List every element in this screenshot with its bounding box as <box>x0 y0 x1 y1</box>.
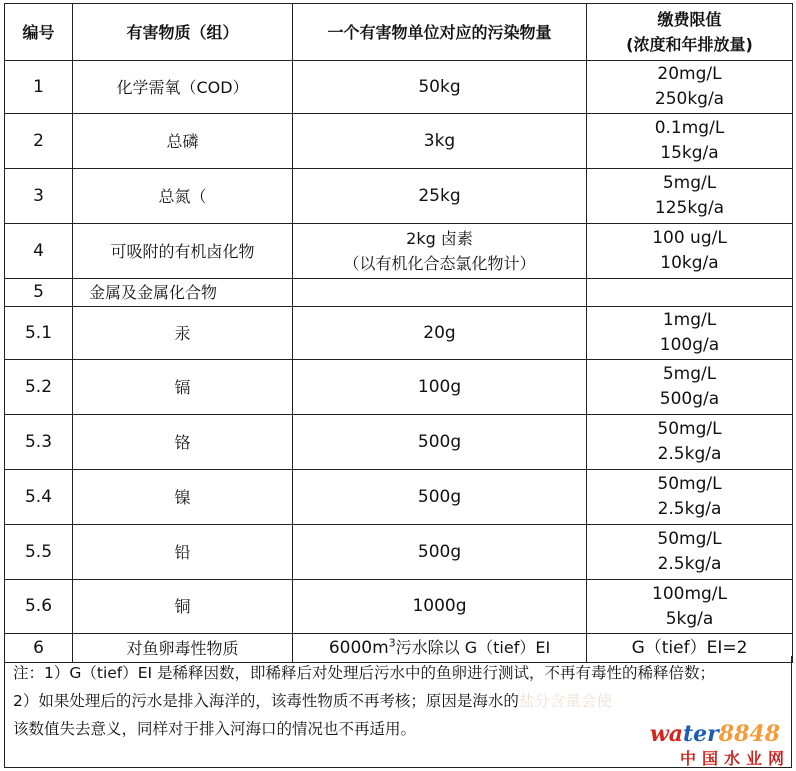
header-limit <box>587 4 793 61</box>
header-amount: 一个有害物单位对应的污染物量 <box>293 4 587 61</box>
row-amount: 500g <box>293 525 587 580</box>
row-limit <box>587 415 793 470</box>
row-name: 铜 <box>73 580 293 634</box>
row-no: 4 <box>5 224 73 279</box>
row-amount-main: 2kg 卤素 <box>406 229 473 248</box>
table-row <box>5 580 793 634</box>
row-limit-annual: 10kg/a <box>660 253 719 273</box>
row-limit-annual: 5kg/a <box>665 608 714 629</box>
watermark-domain <box>650 721 780 747</box>
row-amount <box>293 279 587 307</box>
row-no: 5.5 <box>5 525 73 580</box>
row-no: 3 <box>5 169 73 224</box>
header-limit-line2: (浓度和年排放量) <box>626 35 753 54</box>
table-row <box>5 224 793 279</box>
row-amount: 20g <box>293 307 587 360</box>
footnote-line-2-text: 2）如果处理后的污水是排入海洋的，该毒性物质不再考核；原因是海水的 <box>13 692 519 710</box>
row-limit-conc: 0.1mg/L <box>654 118 725 138</box>
row-limit-conc: 50mg/L <box>657 474 722 494</box>
row-limit-annual: 125kg/a <box>654 198 725 218</box>
row-no: 1 <box>5 61 73 114</box>
row-name: 对鱼卵毒性物质 <box>73 634 293 663</box>
row-limit <box>587 114 793 169</box>
row-amount <box>293 224 587 279</box>
row-limit-conc: 20mg/L <box>657 64 722 84</box>
footnote-line-3: 该数值失去意义，同样对于排入河海口的情况也不再适用。 <box>13 720 417 738</box>
row-name: 化学需氧（COD） <box>73 61 293 114</box>
row-limit-annual: 100g/a <box>659 335 720 355</box>
row-limit-annual: 2.5kg/a <box>657 444 722 464</box>
row-amount-volume: 6000m <box>328 638 389 658</box>
row-name: 总氮（ <box>73 169 293 224</box>
table-row <box>5 415 793 470</box>
row-no: 5.1 <box>5 307 73 360</box>
table-row <box>5 307 793 360</box>
watermark-part-c: 8848 <box>718 721 780 747</box>
row-amount-superscript: 3 <box>388 636 396 650</box>
row-name: 铬 <box>73 415 293 470</box>
row-no: 5.6 <box>5 580 73 634</box>
row-no: 5.4 <box>5 470 73 525</box>
row-limit <box>587 525 793 580</box>
table-row <box>5 114 793 169</box>
row-limit-annual: 2.5kg/a <box>657 554 722 574</box>
watermark-part-b: ter <box>683 721 719 747</box>
row-limit <box>587 169 793 224</box>
row-limit <box>587 279 793 307</box>
row-limit <box>587 61 793 114</box>
table-row <box>5 61 793 114</box>
row-limit-conc: 1mg/L <box>662 310 717 330</box>
row-limit-annual: 500g/a <box>659 389 720 409</box>
row-no: 6 <box>5 634 73 663</box>
row-name: 可吸附的有机卤化物 <box>73 224 293 279</box>
row-limit <box>587 224 793 279</box>
row-no: 5.2 <box>5 360 73 415</box>
table-row <box>5 360 793 415</box>
row-name: 镍 <box>73 470 293 525</box>
row-name: 汞 <box>73 307 293 360</box>
table-header-row <box>5 4 793 61</box>
row-amount: 500g <box>293 470 587 525</box>
row-amount: 50kg <box>293 61 587 114</box>
row-name: 总磷 <box>73 114 293 169</box>
row-name: 铅 <box>73 525 293 580</box>
table-row <box>5 470 793 525</box>
row-limit-conc: 50mg/L <box>657 419 722 439</box>
table-row <box>5 169 793 224</box>
row-limit-conc: 50mg/L <box>657 529 722 549</box>
row-limit <box>587 580 793 634</box>
row-limit-annual: 2.5kg/a <box>657 499 722 519</box>
row-amount-rest: 污水除以 G（tief）EI <box>395 638 551 657</box>
row-limit-conc: 5mg/L <box>662 364 717 384</box>
footnote-line-1: 注：1）G（tief）EI 是稀释因数，即稀释后对处理后污水中的鱼卵进行测试，不再有毒性的稀释倍数； <box>13 664 716 682</box>
row-limit-annual: 250kg/a <box>654 89 725 109</box>
pollutant-table <box>4 3 793 663</box>
row-amount: 500g <box>293 415 587 470</box>
row-amount: 100g <box>293 360 587 415</box>
watermark-part-a: wa <box>649 721 684 747</box>
row-no: 5.3 <box>5 415 73 470</box>
table-row <box>5 279 793 307</box>
row-limit <box>587 470 793 525</box>
row-limit-annual: 15kg/a <box>660 143 719 163</box>
header-substance: 有害物质（组） <box>73 4 293 61</box>
row-amount: 25kg <box>293 169 587 224</box>
row-amount-note: （以有机化合态氯化物计） <box>343 254 536 273</box>
row-limit-conc: 5mg/L <box>662 173 717 193</box>
row-limit-conc: 100 ug/L <box>652 228 727 248</box>
row-no: 5 <box>5 279 73 307</box>
row-name: 金属及金属化合物 <box>73 279 293 307</box>
footnote-line-2 <box>13 687 785 715</box>
row-limit: G（tief）EI=2 <box>587 634 793 663</box>
footnote-line-2-obscured: 盐分含量会使 <box>518 692 612 710</box>
table-row <box>5 525 793 580</box>
header-limit-line1: 缴费限值 <box>657 10 722 29</box>
row-limit-conc: 100mg/L <box>652 583 727 604</box>
row-limit <box>587 360 793 415</box>
row-amount: 3kg <box>293 114 587 169</box>
watermark-site-name: 中国水业网 <box>679 749 790 768</box>
row-amount: 1000g <box>293 580 587 634</box>
row-name: 镉 <box>73 360 293 415</box>
header-no: 编号 <box>5 4 73 61</box>
row-no: 2 <box>5 114 73 169</box>
watermark-logo <box>640 721 790 767</box>
row-limit <box>587 307 793 360</box>
